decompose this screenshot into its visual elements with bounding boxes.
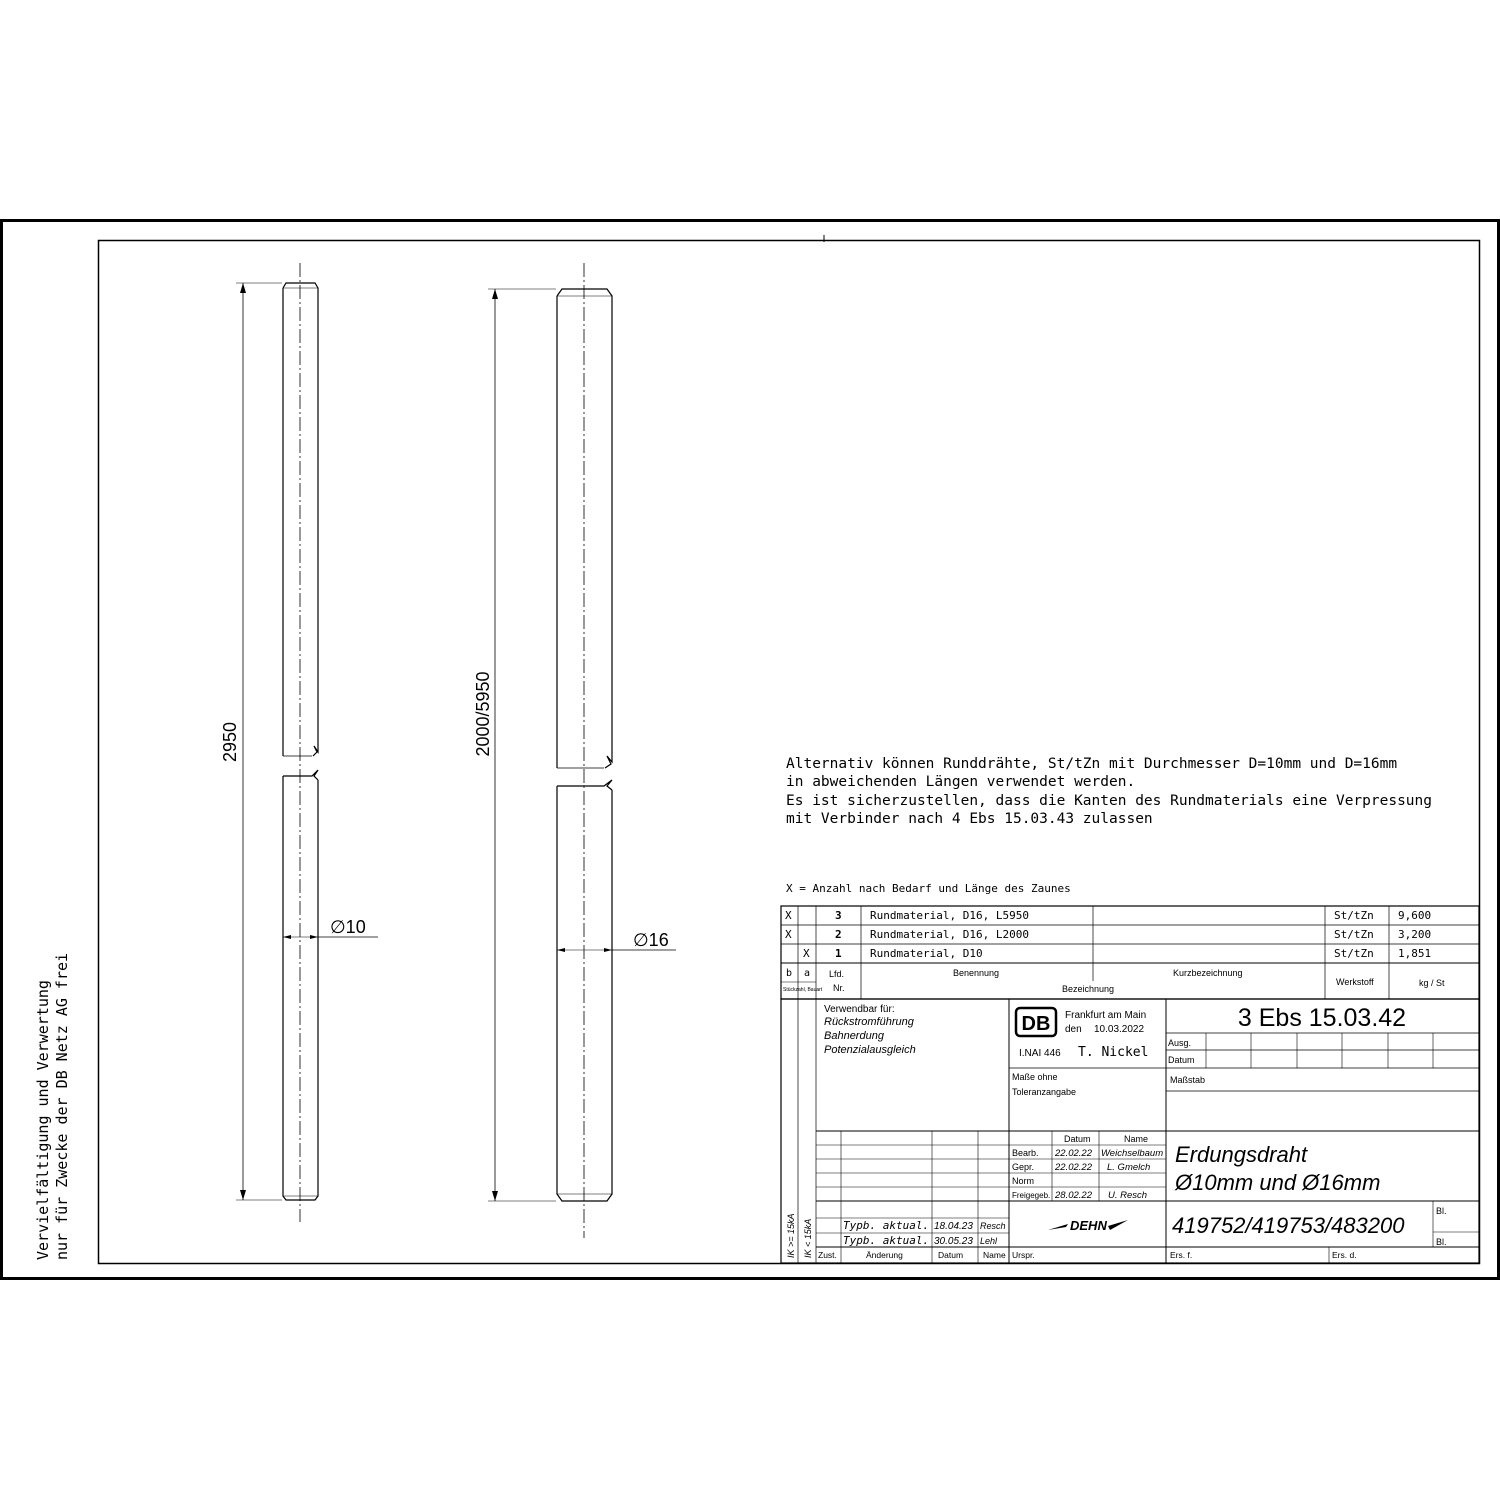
svg-text:3: 3 [835,909,842,922]
parts-list-header [783,968,1445,994]
svg-text:Typb. aktual.: Typb. aktual. [843,1234,930,1247]
svg-text:L. Gmelch: L. Gmelch [1107,1162,1151,1173]
svg-text:Urspr.: Urspr. [1012,1250,1035,1260]
svg-text:Ers. d.: Ers. d. [1332,1250,1357,1260]
svg-text:Werkstoff: Werkstoff [1336,977,1374,987]
svg-text:T. Nickel: T. Nickel [1078,1045,1149,1060]
svg-text:Rückstromführung: Rückstromführung [824,1016,914,1028]
svg-text:3,200: 3,200 [1398,928,1432,941]
rod2-lower-segment [557,780,612,1201]
svg-text:Zust.: Zust. [818,1250,837,1260]
svg-text:Lfd.: Lfd. [829,969,845,979]
rod2-upper-segment [557,289,612,768]
svg-text:X: X [785,909,792,922]
part-numbers: 419752/419753/483200 [1172,1213,1405,1238]
svg-text:Weichselbaum: Weichselbaum [1101,1148,1164,1159]
table-row [843,1234,998,1247]
svg-text:Freigegeb.: Freigegeb. [1012,1191,1051,1200]
svg-text:Potenzialausgleich: Potenzialausgleich [824,1044,916,1056]
svg-text:1: 1 [835,947,842,960]
svg-text:22.02.22: 22.02.22 [1055,1162,1092,1173]
svg-text:9,600: 9,600 [1398,909,1432,922]
svg-text:Rundmaterial, D10: Rundmaterial, D10 [870,947,983,960]
svg-text:St/tZn: St/tZn [1334,928,1374,941]
svg-text:den: den [1065,1024,1082,1035]
table-row [843,1219,1006,1232]
svg-text:U. Resch: U. Resch [1108,1190,1148,1201]
svg-text:Name: Name [1124,1134,1149,1144]
table-row [785,909,1431,922]
general-note [786,756,1432,827]
side-note-line-1: Vervielfältigung und Verwertung [34,980,52,1260]
svg-text:Kurzbezeichnung: Kurzbezeichnung [1173,968,1243,978]
svg-text:X: X [785,928,792,941]
table-row [1012,1190,1147,1201]
massstab-label: Maßstab [1170,1075,1206,1085]
svg-text:St/tZn: St/tZn [1334,909,1374,922]
svg-text:30.05.23: 30.05.23 [934,1236,973,1247]
svg-text:Datum: Datum [1064,1134,1091,1144]
parts-list-rows [785,909,1431,960]
svg-text:Verwendbar für:: Verwendbar für: [824,1004,895,1015]
table-row [803,947,1431,960]
toleranz-label: Toleranzangabe [1012,1087,1077,1097]
svg-text:Frankfurt am Main: Frankfurt am Main [1065,1010,1147,1021]
drawing-title-line-2: Ø10mm und Ø16mm [1175,1170,1381,1195]
rod1-length-label: 2950 [220,721,240,763]
svg-text:Datum: Datum [938,1250,964,1260]
side-note-line-2: nur für Zwecke der DB Netz AG frei [53,952,71,1260]
rod1-diameter-label: ∅10 [330,917,366,937]
svg-text:I.NAI 446: I.NAI 446 [1019,1048,1061,1059]
ik-label-2: IK < 15kA [803,1218,813,1258]
svg-text:Name: Name [983,1250,1006,1260]
note-line-3: Es ist sicherzustellen, dass die Kanten des Rundmaterials eine Verpressung [786,793,1433,809]
svg-text:Resch: Resch [980,1221,1006,1231]
svg-text:St/tZn: St/tZn [1334,947,1374,960]
svg-text:X: X [803,947,810,960]
svg-text:Lehl: Lehl [980,1236,998,1246]
masse-label: Maße ohne [1012,1072,1058,1082]
db-block [1016,1008,1148,1060]
svg-text:10.03.2022: 10.03.2022 [1094,1024,1145,1035]
table-row [1012,1162,1150,1173]
svg-text:22.02.22: 22.02.22 [1055,1148,1092,1159]
svg-text:1,851: 1,851 [1398,947,1432,960]
drawing-frame [99,241,1480,1264]
svg-text:Rundmaterial, D16, L5950: Rundmaterial, D16, L5950 [870,909,1029,922]
dehn-logo [1048,1218,1128,1233]
svg-text:Rundmaterial, D16, L2000: Rundmaterial, D16, L2000 [870,928,1029,941]
svg-text:18.04.23: 18.04.23 [934,1221,973,1232]
bl-label-1: Bl. [1436,1206,1447,1216]
svg-text:Norm: Norm [1012,1176,1034,1186]
svg-text:28.02.22: 28.02.22 [1055,1190,1092,1201]
rod-d10 [220,263,378,1222]
bl-label-2: Bl. [1436,1237,1447,1247]
rod2-length-label: 2000/5950 [473,671,493,757]
svg-text:Benennung: Benennung [953,968,1000,978]
svg-text:Stückzahl, Bauart: Stückzahl, Bauart [783,987,823,993]
svg-text:Typb. aktual.: Typb. aktual. [843,1219,930,1232]
datum-label: Datum [1168,1055,1195,1065]
svg-text:a: a [804,968,811,979]
svg-text:Bahnerdung: Bahnerdung [824,1030,884,1042]
drawing-title-line-1: Erdungsdraht [1175,1142,1308,1167]
db-logo-text: DB [1021,1013,1051,1035]
svg-text:Bearb.: Bearb. [1012,1148,1039,1158]
svg-text:b: b [786,968,793,979]
approvals-table [1012,1134,1163,1201]
x-note: X = Anzahl nach Bedarf und Länge des Zaunes [786,882,1071,895]
svg-text:Nr.: Nr. [833,983,845,993]
document-number: 3 Ebs 15.03.42 [1237,1004,1407,1032]
usage-section [824,1004,916,1056]
svg-text:2: 2 [835,928,842,941]
svg-text:Bezeichnung: Bezeichnung [1062,984,1115,994]
side-note [34,953,71,1260]
svg-text:Gepr.: Gepr. [1012,1162,1035,1172]
table-row [785,928,1431,941]
ik-label-1: IK >= 15kA [786,1213,796,1258]
svg-text:Ers. f.: Ers. f. [1170,1250,1193,1260]
note-line-1: Alternativ können Runddrähte, St/tZn mit Durchmesser D=10mm und D=16mm [786,756,1398,772]
table-row [1012,1176,1034,1186]
rod1-lower-segment [283,770,318,1200]
dehn-logo-text: DEHN [1070,1218,1107,1233]
rod1-upper-segment [283,283,318,756]
table-row [1012,1148,1163,1159]
note-line-4: mit Verbinder nach 4 Ebs 15.03.43 zulassen [786,811,1153,827]
rod2-diameter-label: ∅16 [633,930,669,950]
ausg-label: Ausg. [1168,1038,1192,1048]
rod-d16 [473,263,676,1238]
svg-text:kg / St: kg / St [1419,978,1445,988]
note-line-2: in abweichenden Längen verwendet werden. [786,774,1136,790]
svg-text:Änderung: Änderung [866,1250,903,1260]
